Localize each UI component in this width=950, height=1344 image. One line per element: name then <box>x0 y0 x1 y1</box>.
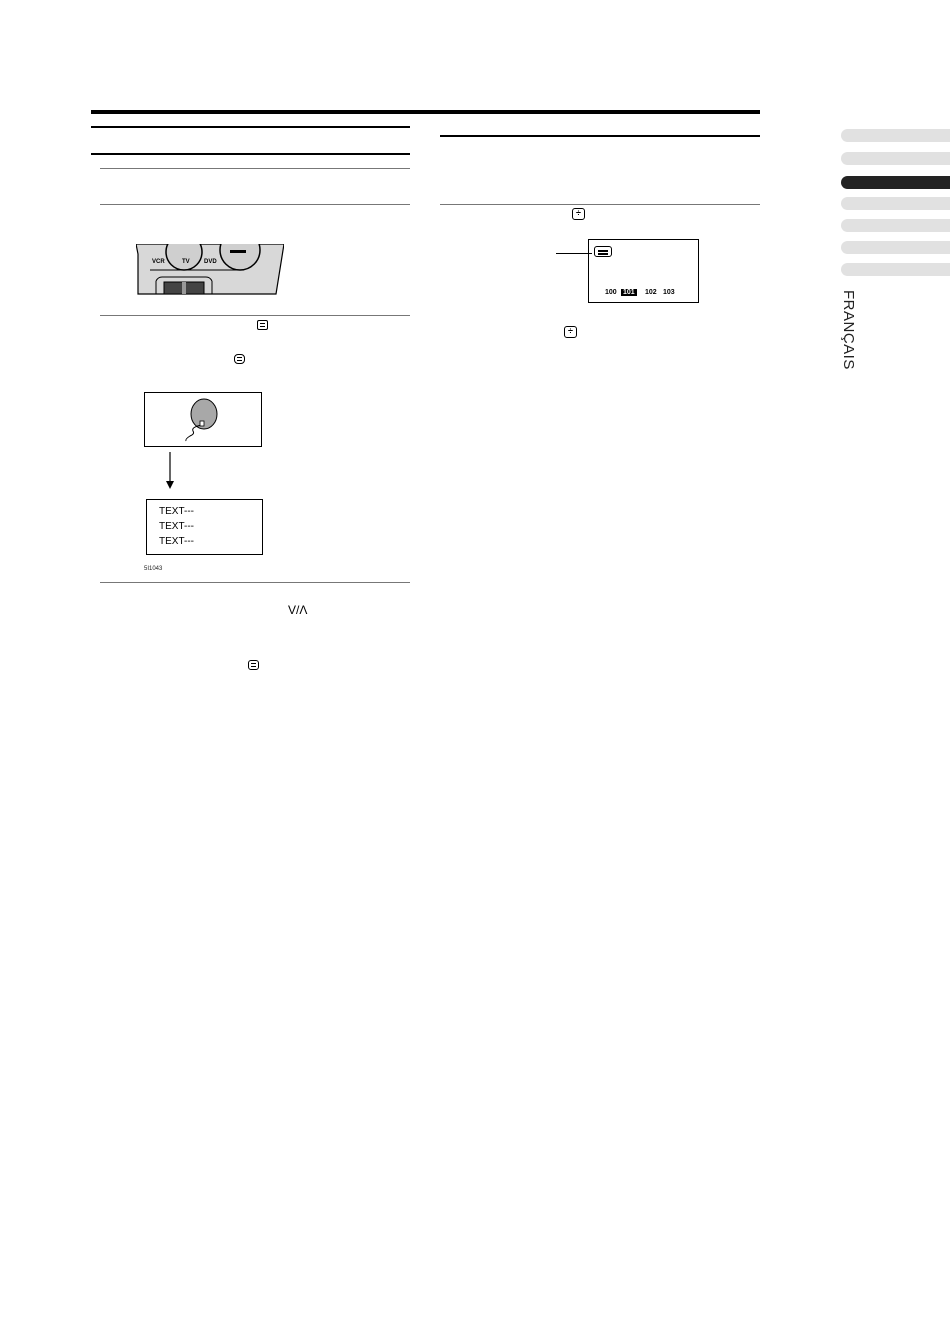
right-section-rule <box>440 135 760 137</box>
side-tab[interactable] <box>841 129 950 142</box>
step-separator <box>440 204 760 205</box>
teletext-icon <box>234 354 245 364</box>
step-separator <box>100 168 410 169</box>
teletext-page-number: 100 <box>605 289 617 296</box>
callout-line <box>556 253 592 254</box>
side-tab[interactable] <box>841 219 950 232</box>
teletext-page-number-selected: 101 <box>623 289 635 296</box>
teletext-icon <box>248 660 259 670</box>
text-line: TEXT--- <box>159 521 194 532</box>
arrow-down-icon <box>164 452 176 490</box>
text-screen-figure <box>146 499 263 555</box>
subpage-indicator-icon <box>594 246 612 257</box>
side-tab[interactable] <box>841 152 950 165</box>
step-separator <box>100 204 410 205</box>
side-tab-active[interactable] <box>841 176 950 189</box>
switch-label-vcr: VCR <box>152 259 165 265</box>
subpage-icon: ÷ <box>572 208 585 220</box>
left-section-rule-bottom <box>91 153 410 155</box>
side-tab[interactable] <box>841 263 950 276</box>
header-rule <box>91 110 760 114</box>
remote-mode-switch-figure <box>136 244 284 296</box>
teletext-page-number: 102 <box>645 289 657 296</box>
text-line: TEXT--- <box>159 536 194 547</box>
channel-up-down-symbol: V/Λ <box>288 603 308 617</box>
switch-label-tv: TV <box>182 259 190 265</box>
step-separator <box>100 582 410 583</box>
language-label: FRANÇAIS <box>840 290 857 370</box>
switch-label-dvd: DVD <box>204 259 217 265</box>
side-tab[interactable] <box>841 197 950 210</box>
side-tab[interactable] <box>841 241 950 254</box>
teletext-page-number: 103 <box>663 289 675 296</box>
left-section-rule-top <box>91 126 410 128</box>
text-line: TEXT--- <box>159 506 194 517</box>
step-separator <box>100 315 410 316</box>
teletext-screen-figure <box>588 239 699 303</box>
teletext-icon <box>257 320 268 330</box>
subpage-icon: ÷ <box>564 326 577 338</box>
figure-code: 5I1043 <box>144 566 163 572</box>
press-button-figure <box>144 392 262 447</box>
